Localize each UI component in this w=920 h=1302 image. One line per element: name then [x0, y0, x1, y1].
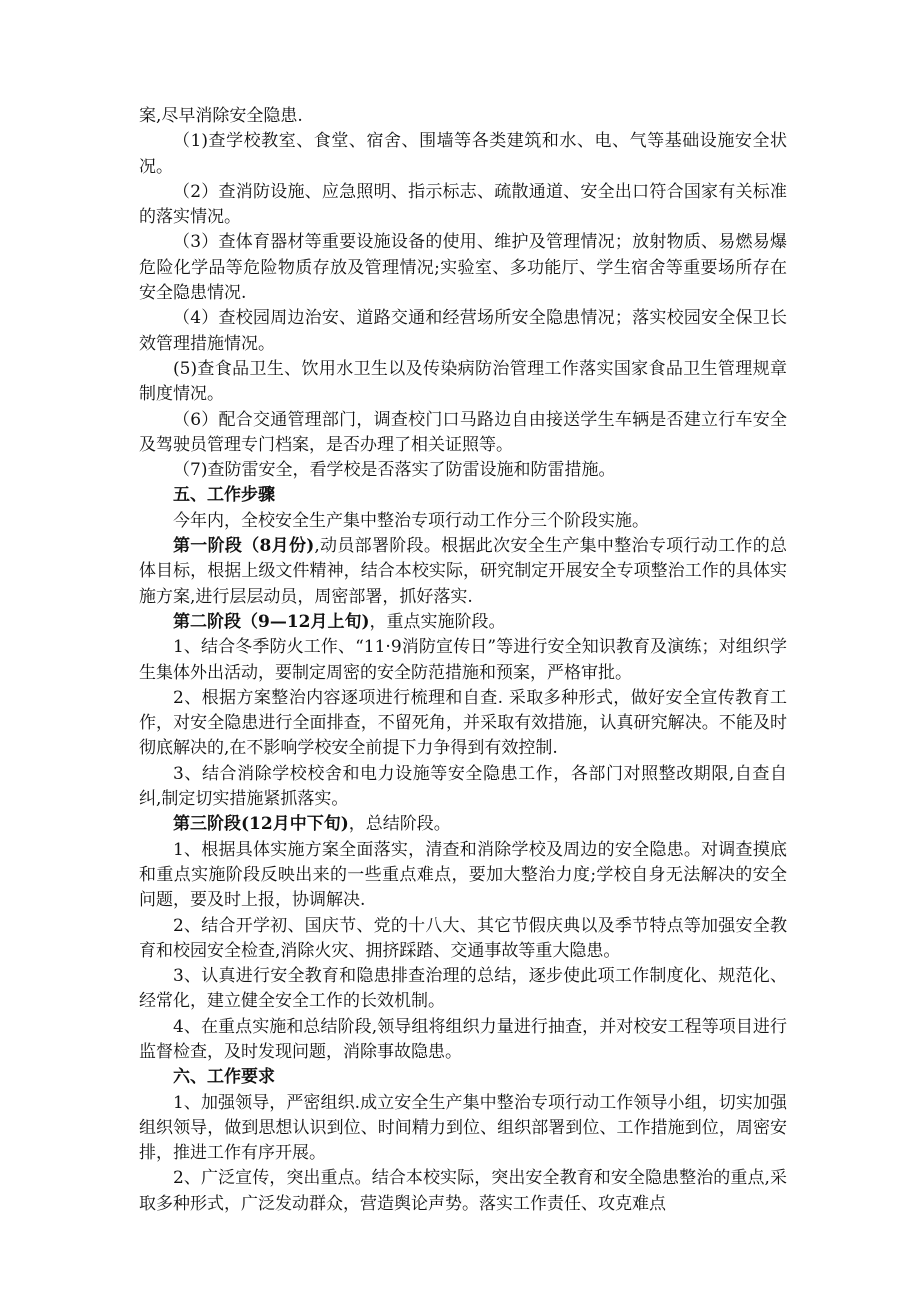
paragraph: 第一阶段（8月份),动员部署阶段。根据此次安全生产集中整治专项行动工作的总体目标，根据上级文件精神，结合本校实际，研究制定开展安全专项整治工作的具体实施方案,进行层层动员，周密部署，抓好落实.	[139, 536, 787, 607]
paragraph: 4、在重点实施和总结阶段,领导组将组织力量进行抽查，并对校安工程等项目进行监督检查，及时发现问题，消除事故隐患。	[139, 1016, 787, 1062]
paragraph: （3）查体育器材等重要设施设备的使用、维护及管理情况；放射物质、易燃易爆危险化学品等危险物质存放及管理情况;实验室、多功能厅、学生宿舍等重要场所存在安全隐患情况.	[139, 232, 787, 304]
phase-label: 第二阶段（9—12月上旬)	[173, 611, 370, 632]
paragraph: （7)查防雷安全，看学校是否落实了防雷设施和防雷措施。	[173, 460, 616, 481]
paragraph: （4）查校园周边治安、道路交通和经营场所安全隐患情况；落实校园安全保卫长效管理措施情况。	[139, 308, 787, 354]
paragraph: 1、根据具体实施方案全面落实，清查和消除学校及周边的安全隐患。对调查摸底和重点实施阶段反映出来的一些重点难点，要加大整治力度;学校自身无法解决的安全问题，要及时上报，协调解决.	[139, 839, 787, 911]
paragraph: (5)查食品卫生、饮用水卫生以及传染病防治管理工作落实国家食品卫生管理规章制度情况。	[139, 358, 787, 405]
paragraph: 2、结合开学初、国庆节、党的十八大、其它节假庆典以及季节特点等加强安全教育和校园安全检查,消除火灾、拥挤踩踏、交通事故等重大隐患。	[139, 915, 787, 961]
paragraph: 第三阶段(12月中下旬)，总结阶段。	[173, 814, 451, 835]
paragraph: 1、加强领导，严密组织.成立安全生产集中整治专项行动工作领导小组，切实加强组织领导，做到思想认识到位、时间精力到位、组织部署到位、工作措施到位，周密安排，推进工作有序开展。	[139, 1092, 787, 1164]
paragraph: 2、广泛宣传，突出重点。结合本校实际，突出安全教育和安全隐患整治的重点,采取多种形式，广泛发动群众，营造舆论声势。落实工作责任、攻克难点	[139, 1168, 787, 1214]
phase-label: 第一阶段（8月份)	[173, 536, 315, 557]
paragraph: 案,尽早消除安全隐患.	[139, 106, 303, 126]
phase-label: 第三阶段(12月中下旬)	[173, 814, 349, 835]
document-page	[139, 104, 787, 1217]
paragraph: 第二阶段（9—12月上旬)，重点实施阶段。	[173, 611, 506, 632]
section-heading: 六、工作要求	[173, 1067, 275, 1088]
paragraph: 3、结合消除学校校舍和电力设施等安全隐患工作，各部门对照整改期限,自查自纠,制定切实措施紧抓落实。	[139, 763, 787, 810]
paragraph: （2）查消防设施、应急照明、指示标志、疏散通道、安全出口符合国家有关标准的落实情况。	[139, 181, 787, 228]
paragraph: 1、结合冬季防火工作、“11·9消防宣传日”等进行安全知识教育及演练；对组织学生集体外出活动，要制定周密的安全防范措施和预案，严格审批。	[139, 637, 787, 683]
paragraph: （6）配合交通管理部门，调查校门口马路边自由接送学生车辆是否建立行车安全及驾驶员管理专门档案，是否办理了相关证照等。	[139, 409, 787, 455]
paragraph: （1)查学校教室、食堂、宿舍、围墙等各类建筑和水、电、气等基础设施安全状况。	[139, 131, 787, 177]
section-heading: 五、工作步骤	[173, 485, 275, 506]
paragraph: 3、认真进行安全教育和隐患排查治理的总结，逐步使此项工作制度化、规范化、经常化，建立健全安全工作的长效机制。	[139, 966, 787, 1012]
paragraph: 2、根据方案整治内容逐项进行梳理和自查. 采取多种形式，做好安全宣传教育工作，对安全隐患进行全面排查，不留死角，并采取有效措施，认真研究解决。不能及时彻底解决的,在不影响学校安全前提下力争得到有效控制.	[139, 687, 787, 759]
paragraph: 今年内，全校安全生产集中整治专项行动工作分三个阶段实施。	[173, 510, 649, 531]
